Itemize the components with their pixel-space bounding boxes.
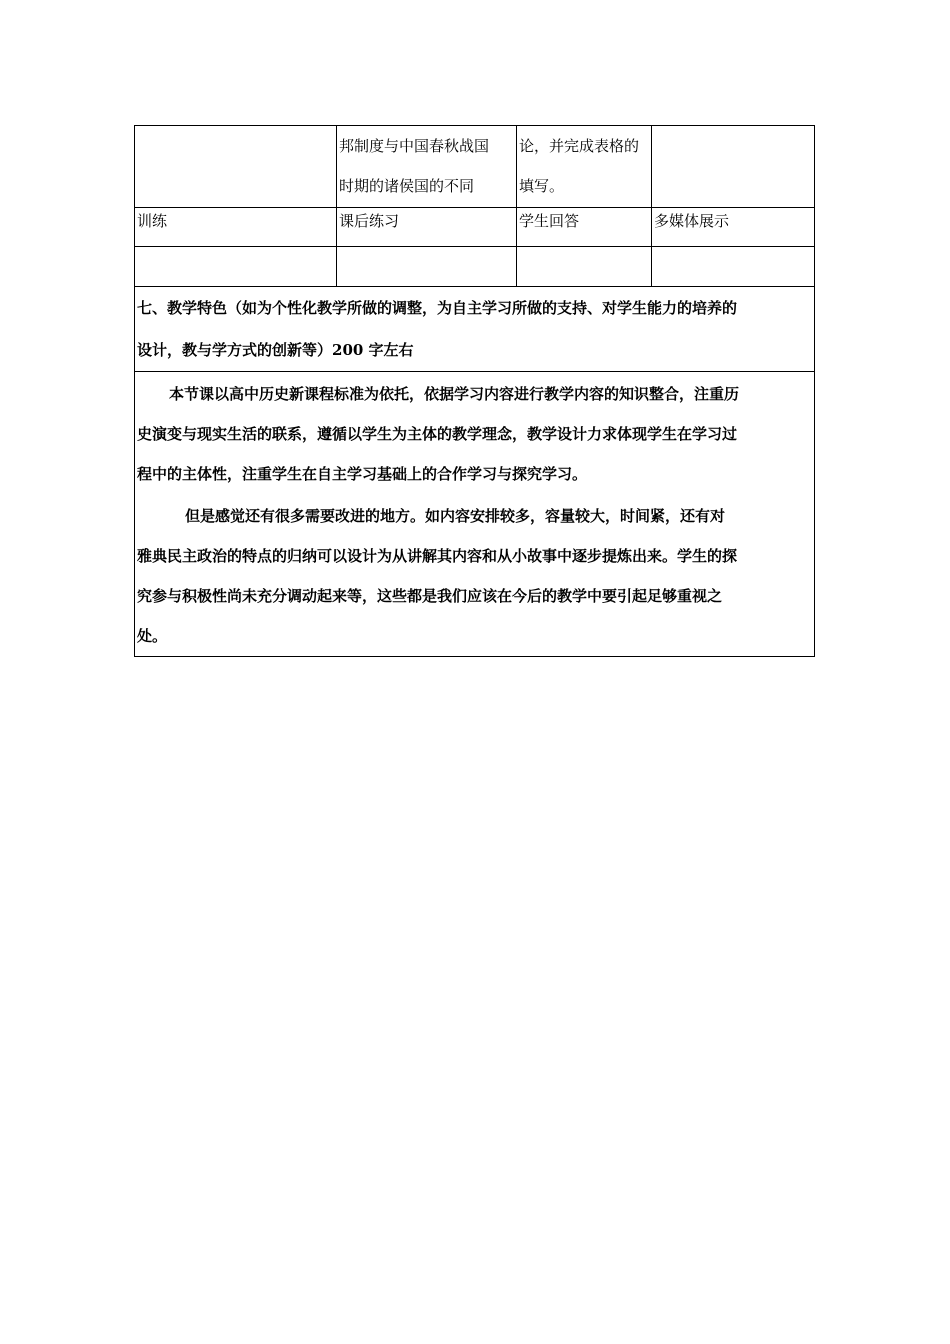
- reflection-paragraph-2: [137, 496, 812, 656]
- paragraph-line: 处。: [137, 627, 168, 645]
- paragraph-line: 但是感觉还有很多需要改进的地方。如内容安排较多，容量较大，时间紧，还有对: [185, 507, 726, 525]
- training-label: 训练: [135, 208, 337, 247]
- paragraph-line: 本节课以高中历史新课程标准为依托，依据学习内容进行教学内容的知识整合，注重历: [169, 385, 740, 403]
- table-cell: [135, 247, 337, 287]
- cell-text-line: 邦制度与中国春秋战国: [339, 137, 490, 155]
- table-row: [135, 208, 815, 247]
- cell-text-line: 论，并完成表格的: [519, 137, 640, 155]
- multimedia-label: 多媒体展示: [652, 208, 815, 247]
- section-heading-cell: [135, 287, 815, 372]
- paragraph-line: 程中的主体性，注重学生在自主学习基础上的合作学习与探究学习。: [137, 465, 588, 483]
- table-cell: [652, 126, 815, 208]
- reflection-cell: [135, 372, 815, 657]
- table-cell: [517, 126, 652, 208]
- table-cell: [517, 247, 652, 287]
- homework-label: 课后练习: [337, 208, 517, 247]
- table-row: [135, 247, 815, 287]
- table-cell: [337, 247, 517, 287]
- paragraph-line: 究参与积极性尚未充分调动起来等，这些都是我们应该在今后的教学中要引起足够重视之: [137, 587, 723, 605]
- table-row: [135, 372, 815, 657]
- table-cell: [135, 126, 337, 208]
- paragraph-line: 史演变与现实生活的联系，遵循以学生为主体的教学理念，教学设计力求体现学生在学习过: [137, 425, 738, 443]
- section-heading-line: 设计，教与学方式的创新等）200 字左右: [137, 341, 414, 359]
- section-heading-line: 七、教学特色（如为个性化教学所做的调整，为自主学习所做的支持、对学生能力的培养的: [137, 299, 738, 317]
- lesson-plan-table: [134, 125, 815, 657]
- table-row: [135, 126, 815, 208]
- student-answer-label: 学生回答: [517, 208, 652, 247]
- table-row: [135, 287, 815, 372]
- paragraph-line: 雅典民主政治的特点的归纳可以设计为从讲解其内容和从小故事中逐步提炼出来。学生的探: [137, 547, 738, 565]
- cell-text-line: 填写。: [519, 177, 565, 195]
- table-cell: [652, 247, 815, 287]
- reflection-paragraph-1: [137, 372, 812, 494]
- cell-text-line: 时期的诸侯国的不同: [339, 177, 475, 195]
- table-cell: [337, 126, 517, 208]
